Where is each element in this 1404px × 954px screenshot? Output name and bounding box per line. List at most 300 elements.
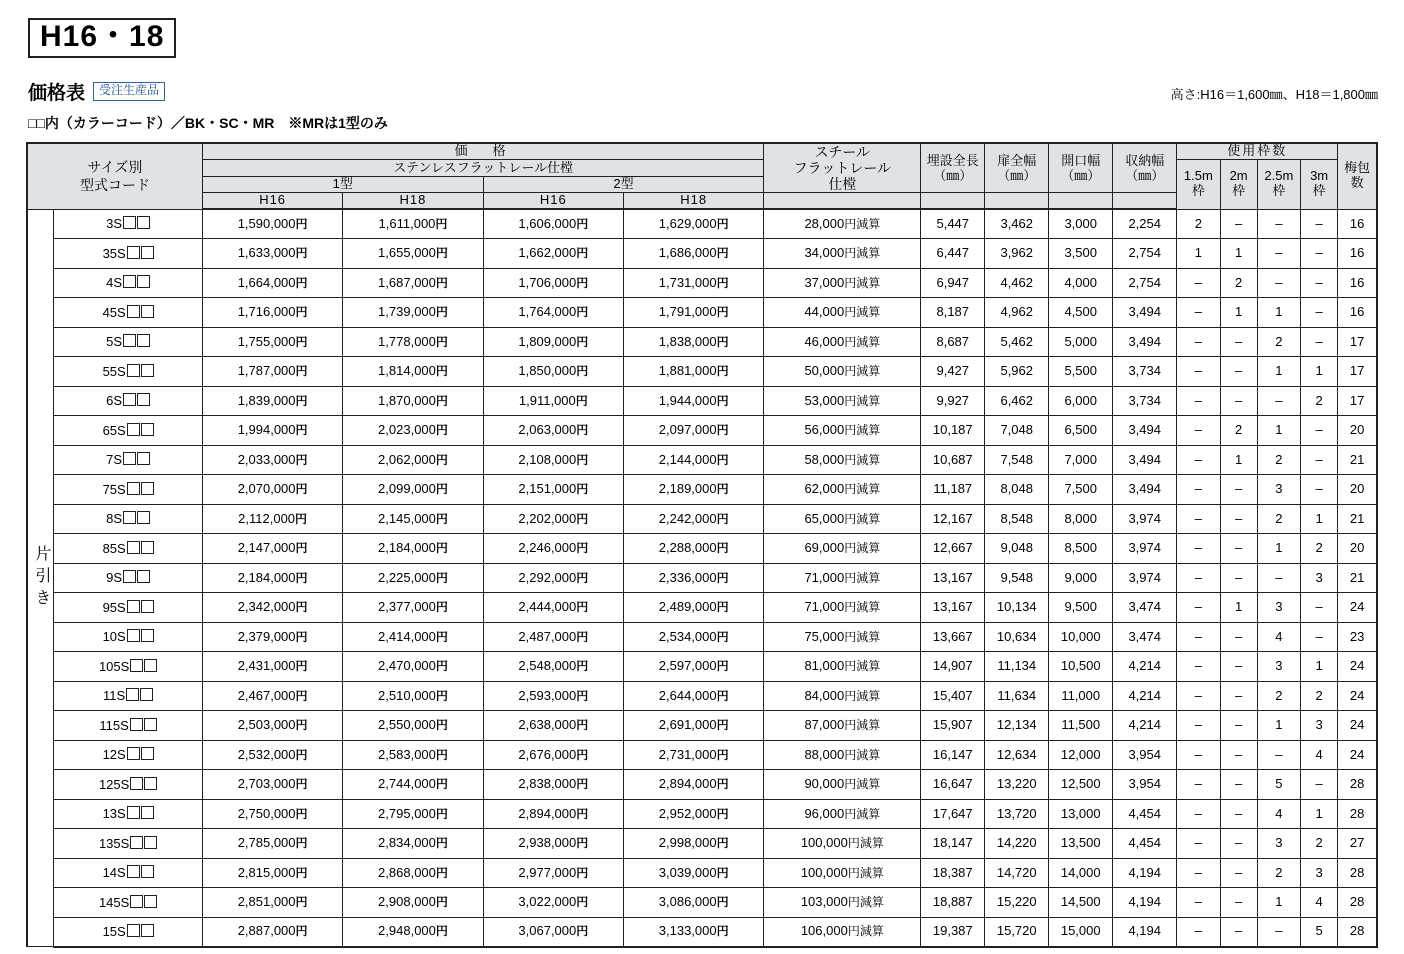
row-konpo: 28 [1338, 770, 1377, 800]
row-price-type2-h16-value: 2,151,000 [518, 481, 577, 496]
row-price-type1-h18-unit: 円 [435, 452, 448, 467]
row-waku-2m: – [1220, 681, 1257, 711]
row-price-type1-h16 [202, 298, 342, 328]
row-price-type1-h16-unit: 円 [295, 452, 308, 467]
color-code-box-icon [127, 806, 140, 819]
row-waku-2m: – [1220, 327, 1257, 357]
row-waku-2m: – [1220, 740, 1257, 770]
row-price-type1-h18 [343, 652, 483, 682]
row-waku-2m: 1 [1220, 593, 1257, 623]
row-price-type1-h18-unit: 円 [435, 393, 448, 408]
row-konpo: 16 [1338, 268, 1377, 298]
row-price-type1-h16-unit: 円 [295, 777, 308, 791]
row-price-type2-h18-value: 2,731,000 [658, 746, 717, 762]
header-kaiko [1049, 143, 1113, 193]
row-waku-1_5m: – [1177, 386, 1220, 416]
row-price-type2-h16-value: 2,487,000 [518, 628, 577, 644]
row-price-type2-h18 [624, 534, 764, 564]
row-steel-rail-suffix: 円減算 [844, 629, 881, 644]
row-price-type2-h16 [483, 357, 623, 387]
row-steel-rail-discount [764, 711, 921, 741]
row-waku-1_5m: – [1177, 268, 1220, 298]
row-price-type1-h18 [343, 888, 483, 918]
row-price-type2-h18-unit: 円 [716, 747, 729, 762]
color-code-box-icon [137, 334, 150, 347]
row-price-type1-h16-value: 2,184,000 [237, 569, 296, 585]
row-waku-2_5m: 3 [1257, 829, 1300, 859]
row-price-type2-h18-value: 1,791,000 [658, 304, 717, 319]
row-waku-3m: 3 [1301, 858, 1338, 888]
row-konpo: 17 [1338, 327, 1377, 357]
row-waku-2m: – [1220, 770, 1257, 800]
table-row [27, 593, 1377, 623]
row-waku-2_5m: 5 [1257, 770, 1300, 800]
row-maisetsu: 6,947 [921, 268, 985, 298]
row-price-type2-h16-value: 2,202,000 [518, 510, 577, 526]
row-price-type2-h18-unit: 円 [716, 688, 729, 703]
height-note: 高さ:H16＝1,600㎜、H18＝1,800㎜ [1170, 87, 1378, 102]
row-steel-rail-discount [764, 239, 921, 269]
header-waku-3m-line1: 3m [1310, 168, 1329, 184]
row-price-type1-h18-value: 2,023,000 [378, 422, 436, 437]
row-price-type1-h18 [343, 445, 483, 475]
row-shuno: 3,954 [1113, 770, 1177, 800]
row-price-type1-h16-unit: 円 [295, 570, 308, 585]
row-price-type1-h18 [343, 829, 483, 859]
row-steel-rail-value: 100,000 [800, 835, 848, 850]
row-price-type2-h18-unit: 円 [716, 541, 729, 555]
row-price-type2-h18-value: 2,242,000 [658, 510, 717, 526]
row-maisetsu: 13,167 [921, 593, 985, 623]
row-size-code-text: 12S [102, 747, 126, 762]
row-price-type1-h16-value: 2,033,000 [237, 451, 296, 467]
color-code-box-icon [123, 334, 136, 347]
row-price-type1-h18 [343, 917, 483, 947]
row-price-type1-h16 [202, 593, 342, 623]
row-steel-rail-suffix: 円減算 [844, 364, 881, 378]
row-price-type1-h18 [343, 740, 483, 770]
row-waku-3m: – [1301, 268, 1338, 298]
row-price-type2-h18 [624, 829, 764, 859]
table-row [27, 858, 1377, 888]
table-row [27, 829, 1377, 859]
row-price-type1-h16-value: 1,664,000 [237, 274, 296, 290]
row-price-type2-h16 [483, 534, 623, 564]
row-konpo: 21 [1338, 445, 1377, 475]
row-price-type1-h18-value: 2,834,000 [378, 835, 436, 850]
row-price-type2-h18 [624, 917, 764, 947]
row-price-type2-h18-unit: 円 [716, 275, 729, 290]
table-row [27, 534, 1377, 564]
row-price-type1-h16-unit: 円 [295, 246, 308, 260]
header-waku-2m [1220, 159, 1257, 209]
row-waku-3m: – [1301, 622, 1338, 652]
row-waku-2_5m: 1 [1257, 888, 1300, 918]
row-price-type1-h18-unit: 円 [435, 865, 448, 880]
row-tobira: 8,048 [985, 475, 1049, 505]
row-shuno: 4,214 [1113, 681, 1177, 711]
row-waku-1_5m: – [1177, 534, 1220, 564]
row-price-type2-h18-unit: 円 [716, 865, 729, 880]
row-price-type1-h18-value: 2,948,000 [378, 923, 436, 939]
color-code-box-icon [127, 541, 140, 554]
color-code-box-icon [123, 452, 136, 465]
row-price-type1-h16-value: 1,787,000 [237, 363, 296, 378]
row-konpo: 16 [1338, 298, 1377, 328]
color-code-box-icon [127, 924, 140, 937]
row-price-type2-h18-unit: 円 [716, 246, 729, 260]
row-tobira: 7,048 [985, 416, 1049, 446]
row-tobira: 15,220 [985, 888, 1049, 918]
row-steel-rail-discount [764, 652, 921, 682]
row-tobira: 14,720 [985, 858, 1049, 888]
color-code-box-icon [141, 246, 154, 259]
row-price-type1-h18 [343, 239, 483, 269]
row-price-type2-h16 [483, 770, 623, 800]
row-waku-1_5m: – [1177, 711, 1220, 741]
table-row [27, 475, 1377, 505]
row-steel-rail-value: 100,000 [800, 864, 848, 880]
row-steel-rail-value: 71,000 [804, 599, 845, 614]
row-tobira: 13,720 [985, 799, 1049, 829]
row-price-type2-h16 [483, 593, 623, 623]
row-size-code [54, 858, 203, 888]
row-waku-2_5m: 2 [1257, 681, 1300, 711]
row-shuno: 3,974 [1113, 534, 1177, 564]
header-row-1 [27, 143, 1377, 159]
row-price-type1-h18 [343, 327, 483, 357]
color-code-box-icon [137, 570, 150, 583]
row-tobira: 3,462 [985, 209, 1049, 239]
row-price-type1-h16-unit: 円 [295, 924, 308, 939]
header-shuno-spacer [1113, 193, 1177, 209]
row-price-type2-h16 [483, 888, 623, 918]
row-waku-2m: – [1220, 711, 1257, 741]
header-size-code-line2: 型式コード [79, 177, 150, 194]
row-steel-rail-suffix: 円減算 [844, 659, 881, 673]
row-kaiko: 7,000 [1049, 445, 1113, 475]
row-price-type1-h16-unit: 円 [295, 334, 308, 349]
row-steel-rail-discount [764, 917, 921, 947]
row-steel-rail-suffix: 円減算 [844, 747, 881, 762]
row-price-type1-h18 [343, 858, 483, 888]
row-kaiko: 3,500 [1049, 239, 1113, 269]
row-price-type2-h16 [483, 858, 623, 888]
color-code-box-icon [137, 216, 150, 229]
color-code-box-icon [141, 423, 154, 436]
row-steel-rail-value: 96,000 [804, 805, 845, 821]
row-price-type1-h18-value: 2,145,000 [378, 510, 436, 526]
row-waku-1_5m: – [1177, 475, 1220, 505]
row-maisetsu: 9,427 [921, 357, 985, 387]
row-price-type2-h18-value: 2,189,000 [658, 481, 717, 496]
row-waku-2m: – [1220, 888, 1257, 918]
row-price-type2-h18-value: 2,336,000 [658, 569, 717, 585]
color-code-box-icon [140, 688, 153, 701]
row-price-type2-h16-unit: 円 [576, 482, 589, 496]
row-price-type1-h18 [343, 416, 483, 446]
row-price-type2-h18 [624, 357, 764, 387]
row-konpo: 24 [1338, 593, 1377, 623]
row-price-type2-h18-value: 2,097,000 [658, 422, 717, 437]
row-size-code-text: 145S [98, 894, 130, 910]
row-size-code [54, 593, 203, 623]
row-waku-2_5m: 3 [1257, 652, 1300, 682]
row-maisetsu: 14,907 [921, 652, 985, 682]
row-price-type2-h18-value: 2,644,000 [658, 687, 717, 703]
color-code-box-icon [137, 393, 150, 406]
row-kaiko: 8,500 [1049, 534, 1113, 564]
row-price-type2-h18-value: 1,838,000 [658, 333, 717, 349]
row-waku-3m: 2 [1301, 534, 1338, 564]
row-price-type2-h16 [483, 298, 623, 328]
row-steel-rail-value: 34,000 [804, 245, 845, 260]
row-price-type1-h18-value: 2,099,000 [378, 481, 436, 496]
row-price-type2-h16 [483, 386, 623, 416]
row-price-type2-h18-value: 1,944,000 [658, 392, 717, 408]
row-price-type1-h16 [202, 622, 342, 652]
color-code-box-icon [144, 836, 157, 849]
row-kaiko: 14,500 [1049, 888, 1113, 918]
row-steel-rail-value: 84,000 [804, 687, 845, 703]
row-waku-2_5m: 1 [1257, 711, 1300, 741]
row-waku-3m: 3 [1301, 711, 1338, 741]
row-waku-2m: 1 [1220, 298, 1257, 328]
row-waku-2_5m: – [1257, 740, 1300, 770]
row-price-type2-h16-unit: 円 [576, 865, 589, 880]
row-waku-2_5m: – [1257, 239, 1300, 269]
row-steel-rail-value: 53,000 [804, 392, 845, 408]
header-waku-1_5m [1177, 159, 1220, 209]
row-price-type1-h16 [202, 888, 342, 918]
row-shuno: 3,474 [1113, 593, 1177, 623]
header-tobira [985, 143, 1049, 193]
color-code-box-icon [144, 659, 157, 672]
header-kaiko-line2: （㎜） [1061, 168, 1101, 184]
row-shuno: 3,734 [1113, 357, 1177, 387]
header-maisetsu-spacer [921, 193, 985, 209]
header-shuno [1113, 143, 1177, 193]
row-price-type1-h16 [202, 563, 342, 593]
row-waku-2m: – [1220, 357, 1257, 387]
row-price-type2-h16-unit: 円 [576, 423, 589, 437]
row-price-type1-h16 [202, 858, 342, 888]
row-price-type1-h18 [343, 357, 483, 387]
row-size-code [54, 681, 203, 711]
color-code-box-icon [137, 511, 150, 524]
row-waku-2_5m: 1 [1257, 357, 1300, 387]
row-price-type2-h16-value: 2,638,000 [518, 717, 577, 732]
row-waku-3m: 2 [1301, 681, 1338, 711]
row-steel-rail-value: 44,000 [804, 304, 845, 319]
row-waku-2m: – [1220, 504, 1257, 534]
row-price-type2-h18-unit: 円 [716, 777, 729, 791]
row-price-type1-h16-value: 2,703,000 [237, 776, 296, 791]
row-steel-rail-discount [764, 563, 921, 593]
row-price-type2-h18 [624, 298, 764, 328]
row-price-type2-h16-unit: 円 [576, 895, 589, 909]
row-price-type1-h16-unit: 円 [295, 275, 308, 290]
row-price-type2-h16-unit: 円 [576, 836, 589, 850]
row-konpo: 23 [1338, 622, 1377, 652]
row-price-type2-h18 [624, 209, 764, 239]
row-price-type1-h16-value: 2,887,000 [237, 923, 296, 939]
row-kaiko: 5,000 [1049, 327, 1113, 357]
row-price-type2-h18-value: 2,144,000 [658, 451, 717, 467]
row-maisetsu: 13,667 [921, 622, 985, 652]
row-price-type2-h16-value: 2,108,000 [518, 451, 577, 467]
row-price-type1-h16-value: 2,112,000 [238, 510, 296, 526]
row-price-type2-h16-unit: 円 [575, 393, 588, 408]
table-head [27, 143, 1377, 209]
row-waku-3m: 1 [1301, 652, 1338, 682]
row-price-type2-h18-value: 2,489,000 [658, 599, 717, 614]
row-tobira: 4,462 [985, 268, 1049, 298]
row-price-type1-h16 [202, 209, 342, 239]
row-maisetsu: 12,167 [921, 504, 985, 534]
header-price: 価 格 [202, 143, 763, 159]
row-price-type2-h16-unit: 円 [576, 305, 589, 319]
row-shuno: 2,754 [1113, 268, 1177, 298]
table-row [27, 386, 1377, 416]
row-price-type2-h16-unit: 円 [576, 718, 589, 732]
row-price-type1-h18-value: 1,870,000 [378, 392, 436, 408]
row-price-type2-h18-unit: 円 [716, 836, 729, 850]
row-price-type1-h18 [343, 711, 483, 741]
status-badge: 受注生産品 [93, 82, 165, 100]
header-steel-rail [764, 143, 921, 193]
row-steel-rail-suffix: 円減算 [844, 246, 881, 260]
row-price-type2-h16-value: 3,022,000 [518, 894, 577, 909]
row-waku-2_5m: 2 [1257, 445, 1300, 475]
row-price-type2-h18-value: 2,534,000 [658, 628, 717, 644]
row-shuno: 4,214 [1113, 711, 1177, 741]
color-code-box-icon [141, 747, 154, 760]
row-waku-2m: 1 [1220, 445, 1257, 475]
row-size-code-text: 45S [102, 304, 126, 320]
table-row [27, 209, 1377, 239]
row-steel-rail-discount [764, 888, 921, 918]
row-shuno: 3,474 [1113, 622, 1177, 652]
color-code-note: □□内（カラーコード）／BK・SC・MR ※MRは1型のみ [28, 115, 388, 131]
row-price-type2-h16-value: 1,850,000 [518, 363, 577, 378]
color-code-box-icon [144, 777, 157, 790]
row-price-type2-h18-unit: 円 [716, 216, 729, 231]
row-price-type1-h16 [202, 239, 342, 269]
row-steel-rail-suffix: 円減算 [844, 806, 881, 821]
row-waku-1_5m: – [1177, 917, 1220, 947]
row-price-type1-h16-value: 1,590,000 [237, 215, 296, 231]
row-size-code [54, 475, 203, 505]
row-price-type1-h18-unit: 円 [435, 600, 448, 614]
row-size-code [54, 445, 203, 475]
row-price-type1-h18-value: 2,377,000 [378, 599, 436, 614]
color-code-box-icon [123, 511, 136, 524]
row-price-type1-h18-value: 2,062,000 [378, 451, 436, 467]
row-price-type2-h16-value: 2,977,000 [518, 864, 577, 880]
row-maisetsu: 17,647 [921, 799, 985, 829]
row-shuno: 4,194 [1113, 858, 1177, 888]
row-waku-3m: 1 [1301, 357, 1338, 387]
row-price-type2-h16-unit: 円 [576, 541, 589, 555]
color-code-box-icon [127, 600, 140, 613]
row-price-type2-h16-unit: 円 [576, 806, 589, 821]
row-steel-rail-suffix: 円減算 [844, 305, 881, 319]
row-konpo: 24 [1338, 740, 1377, 770]
row-price-type1-h18-value: 2,583,000 [378, 746, 436, 762]
row-price-type1-h16-value: 2,342,000 [237, 599, 296, 614]
row-steel-rail-discount [764, 534, 921, 564]
row-price-type2-h16-value: 2,838,000 [518, 776, 577, 791]
row-steel-rail-value: 50,000 [804, 363, 845, 378]
row-konpo: 24 [1338, 711, 1377, 741]
row-price-type2-h16-unit: 円 [576, 246, 589, 260]
row-size-code [54, 386, 203, 416]
row-kaiko: 4,500 [1049, 298, 1113, 328]
row-konpo: 28 [1338, 799, 1377, 829]
row-waku-2_5m: – [1257, 268, 1300, 298]
row-price-type1-h18-unit: 円 [435, 629, 448, 644]
row-price-type2-h18-unit: 円 [716, 423, 729, 437]
header-konpo-line2: 数 [1350, 175, 1364, 191]
row-price-type1-h16-unit: 円 [295, 541, 308, 555]
row-size-code-text: 13S [102, 806, 126, 821]
row-steel-rail-suffix: 円減算 [844, 334, 881, 349]
row-steel-rail-suffix: 円減算 [844, 511, 881, 526]
row-price-type2-h18-value: 2,288,000 [658, 540, 717, 555]
table-row [27, 445, 1377, 475]
row-waku-2_5m: 1 [1257, 298, 1300, 328]
row-tobira: 9,548 [985, 563, 1049, 593]
row-size-code [54, 298, 203, 328]
row-kaiko: 13,000 [1049, 799, 1113, 829]
row-tobira: 12,134 [985, 711, 1049, 741]
color-code-box-icon [141, 600, 154, 613]
row-steel-rail-suffix: 円減算 [844, 482, 881, 496]
row-waku-2_5m: 2 [1257, 327, 1300, 357]
row-price-type2-h16-value: 2,676,000 [518, 746, 577, 762]
row-price-type1-h16-value: 2,503,000 [237, 717, 296, 732]
row-price-type1-h18-unit: 円 [435, 806, 448, 821]
row-waku-1_5m: – [1177, 652, 1220, 682]
row-shuno: 3,494 [1113, 445, 1177, 475]
row-waku-1_5m: – [1177, 888, 1220, 918]
row-price-type1-h18-value: 2,184,000 [378, 540, 436, 555]
row-price-type2-h16 [483, 504, 623, 534]
row-price-type2-h16-value: 2,548,000 [518, 658, 577, 673]
row-konpo: 16 [1338, 239, 1377, 269]
header-steel-line1: スチール [814, 144, 871, 160]
row-steel-rail-discount [764, 386, 921, 416]
row-steel-rail-discount [764, 475, 921, 505]
row-tobira: 5,962 [985, 357, 1049, 387]
row-price-type2-h16-unit: 円 [576, 659, 589, 673]
row-price-type1-h18 [343, 622, 483, 652]
color-code-box-icon [141, 482, 154, 495]
row-size-code [54, 209, 203, 239]
header-waku-2_5m-line1: 2.5m [1264, 168, 1294, 184]
row-price-type2-h18 [624, 563, 764, 593]
row-steel-rail-value: 56,000 [804, 422, 845, 437]
row-steel-rail-discount [764, 209, 921, 239]
row-konpo: 24 [1338, 681, 1377, 711]
row-steel-rail-discount [764, 298, 921, 328]
row-steel-rail-discount [764, 445, 921, 475]
row-konpo: 17 [1338, 386, 1377, 416]
row-tobira: 8,548 [985, 504, 1049, 534]
row-waku-2m: – [1220, 652, 1257, 682]
row-price-type1-h18-unit: 円 [435, 688, 448, 703]
